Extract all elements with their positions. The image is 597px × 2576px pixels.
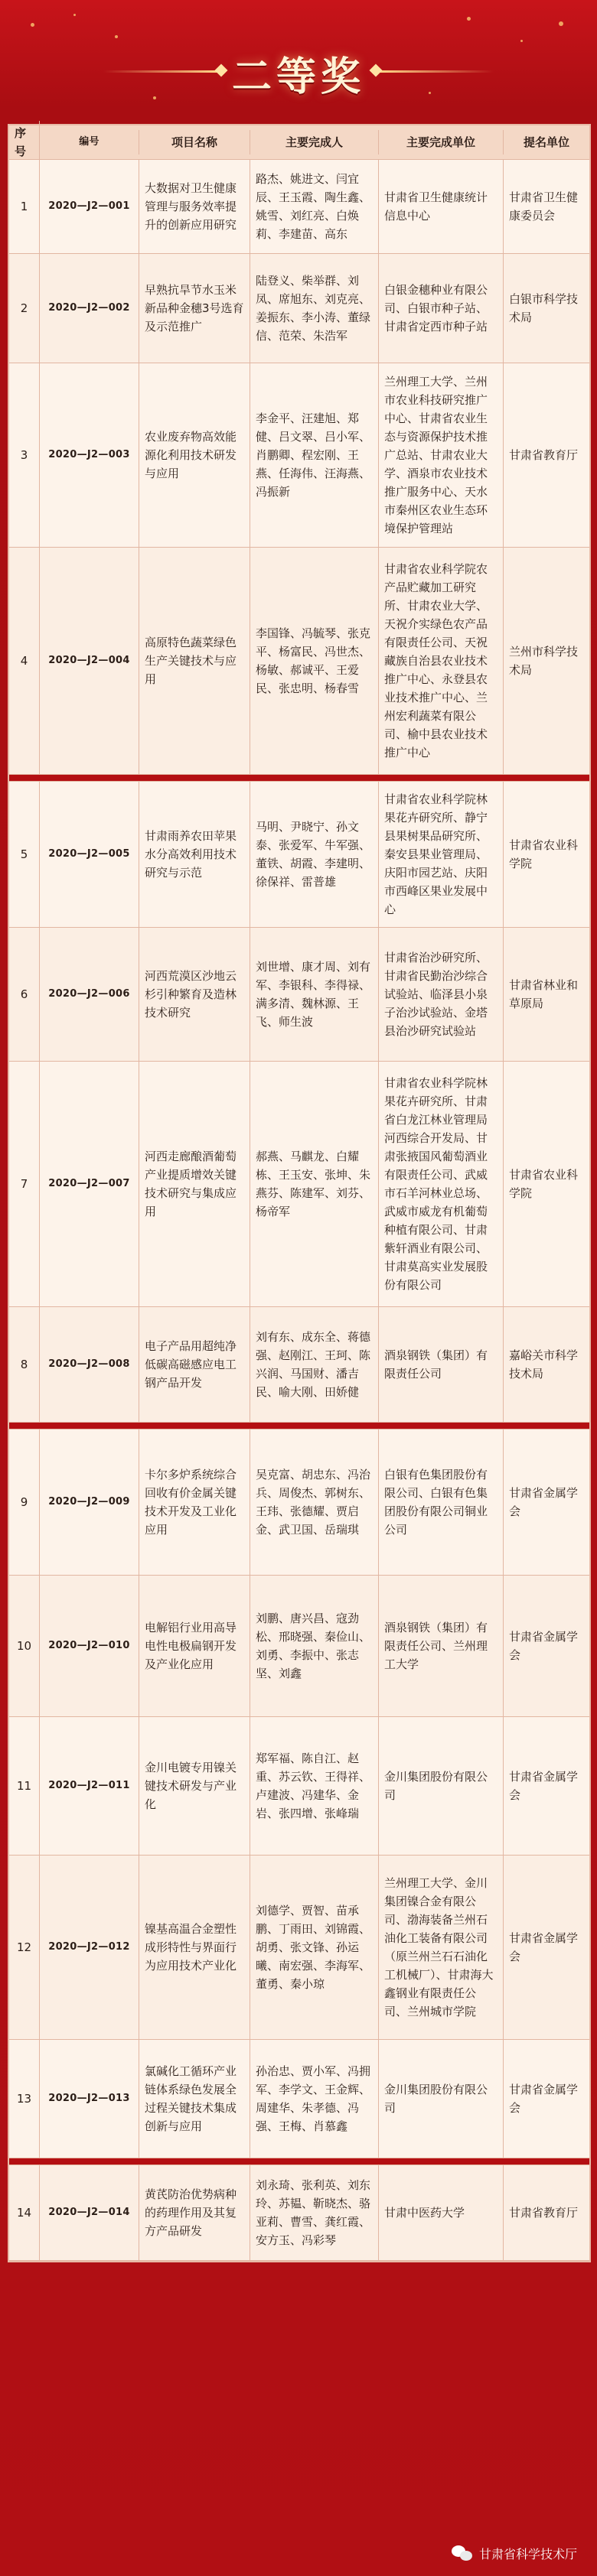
row-nominator: 甘肃省农业科学院 [509, 838, 579, 870]
row-seq: 5 [9, 782, 40, 927]
row-nominator: 兰州市科学技术局 [509, 645, 579, 677]
row-number: 2020—J2—010 [40, 1576, 139, 1716]
row-unit: 白银金穗种业有限公司、白银市种子站、甘肃省定西市种子站 [379, 254, 504, 363]
row-nominator: 甘肃省卫生健康委员会 [509, 190, 579, 223]
header-people: 主要完成人 [250, 130, 379, 154]
row-people: 刘有东、成东全、蒋德强、赵刚江、王珂、陈兴润、马国财、潘吉民、喻大刚、田娇健 [250, 1307, 379, 1422]
header-seq: 序号 [9, 121, 40, 164]
row-people: 刘德学、贾智、苗承鹏、丁雨田、刘锦霞、胡勇、张文锋、孙运曦、南宏强、李海军、董勇、秦小琼 [250, 1856, 379, 2039]
row-unit: 金川集团股份有限公司 [379, 1717, 504, 1855]
header-unit: 主要完成单位 [379, 130, 504, 154]
row-project: 氯碱化工循环产业链体系绿色发展全过程关键技术集成创新与应用 [139, 2040, 250, 2158]
row-seq: 14 [9, 2165, 40, 2260]
row-people: 郝燕、马麒龙、白耀栋、王玉安、张坤、朱燕芬、陈建军、刘芬、杨帝军 [250, 1062, 379, 1306]
sparkle-decoration [559, 21, 563, 26]
table-row [9, 2040, 589, 2158]
row-unit: 酒泉钢铁（集团）有限责任公司 [379, 1307, 504, 1422]
award-title: 二等奖 [231, 54, 365, 100]
header-nominator: 提名单位 [523, 135, 569, 149]
row-unit: 甘肃省卫生健康统计信息中心 [379, 160, 504, 253]
row-seq: 10 [9, 1576, 40, 1716]
row-people: 陆登义、柴举群、刘凤、席旭东、刘克亮、姜振东、李小涛、董绿信、范荣、朱浩军 [250, 254, 379, 363]
row-number: 2020—J2—005 [40, 782, 139, 927]
table-header [9, 125, 589, 160]
row-nominator: 甘肃省金属学会 [509, 1486, 579, 1518]
table-row [9, 1062, 589, 1307]
row-unit: 兰州理工大学、金川集团镍合金有限公司、渤海装备兰州石油化工装备有限公司（原兰州兰石石油化工机械厂）、甘肃海大鑫钢业有限责任公司、兰州城市学院 [379, 1856, 504, 2039]
row-number: 2020—J2—004 [40, 548, 139, 774]
row-unit: 金川集团股份有限公司 [379, 2040, 504, 2158]
row-number: 2020—J2—008 [40, 1307, 139, 1422]
row-seq: 6 [9, 928, 40, 1061]
row-unit: 甘肃中医药大学 [379, 2165, 504, 2260]
row-nominator: 甘肃省教育厅 [509, 448, 579, 462]
row-people: 刘世增、康才周、刘有军、李银科、李得禄、满多清、魏林源、王飞、师生波 [250, 928, 379, 1061]
row-number: 2020—J2—007 [40, 1062, 139, 1306]
row-people: 郑军福、陈自江、赵重、苏云钦、王得祥、卢建波、冯建华、金岩、张四增、张峰瑞 [250, 1717, 379, 1855]
row-project: 卡尔多炉系统综合回收有价金属关键技术开发及工业化应用 [139, 1429, 250, 1575]
row-people: 马明、尹晓宁、孙文泰、张爱军、牛军强、董铁、胡霞、李建明、徐保祥、雷普雄 [250, 782, 379, 927]
row-project: 电子产品用超纯净低碳高磁感应电工钢产品开发 [139, 1307, 250, 1422]
sparkle-decoration [73, 14, 76, 16]
row-project: 大数据对卫生健康管理与服务效率提升的创新应用研究 [139, 160, 250, 253]
row-unit: 白银有色集团股份有限公司、白银有色集团股份有限公司铜业公司 [379, 1429, 504, 1575]
row-seq: 3 [9, 363, 40, 547]
row-seq: 12 [9, 1856, 40, 2039]
table-row [9, 254, 589, 363]
row-people: 路杰、姚进文、闫宜辰、王玉霞、陶生鑫、姚雪、刘红亮、白焕莉、李建苗、高东 [250, 160, 379, 253]
row-seq: 8 [9, 1307, 40, 1422]
header-number: 编号 [40, 130, 139, 154]
row-group-divider [9, 1423, 589, 1429]
wechat-icon [452, 2545, 473, 2562]
row-project: 农业废弃物高效能源化利用技术研发与应用 [139, 363, 250, 547]
row-number: 2020—J2—002 [40, 254, 139, 363]
sparkle-decoration [520, 40, 523, 42]
row-seq: 11 [9, 1717, 40, 1855]
row-project: 河西走廊酿酒葡萄产业提质增效关键技术研究与集成应用 [139, 1062, 250, 1306]
row-project: 电解铝行业用高导电性电极扁钢开发及产业化应用 [139, 1576, 250, 1716]
row-nominator: 甘肃省教育厅 [509, 2206, 579, 2220]
row-unit: 酒泉钢铁（集团）有限责任公司、兰州理工大学 [379, 1576, 504, 1716]
row-number: 2020—J2—014 [40, 2165, 139, 2260]
table-row [9, 782, 589, 928]
row-nominator: 甘肃省金属学会 [509, 1770, 579, 1802]
row-nominator: 甘肃省金属学会 [509, 2083, 579, 2115]
row-nominator: 白银市科学技术局 [509, 292, 579, 324]
row-seq: 4 [9, 548, 40, 774]
table-row [9, 548, 589, 775]
row-group-divider [9, 2158, 589, 2165]
table-row [9, 1576, 589, 1717]
row-people: 孙治忠、贾小军、冯拥军、李学文、王金辉、周建华、朱孝德、冯强、王梅、肖慕鑫 [250, 2040, 379, 2158]
row-project: 甘肃雨养农田苹果水分高效利用技术研究与示范 [139, 782, 250, 927]
row-number: 2020—J2—011 [40, 1717, 139, 1855]
row-project: 镍基高温合金塑性成形特性与界面行为应用技术产业化 [139, 1856, 250, 2039]
row-unit: 甘肃省治沙研究所、甘肃省民勤治沙综合试验站、临泽县小泉子治沙试验站、金塔县治沙研究试验站 [379, 928, 504, 1061]
row-group-divider [9, 775, 589, 782]
row-number: 2020—J2—003 [40, 363, 139, 547]
row-number: 2020—J2—001 [40, 160, 139, 253]
row-number: 2020—J2—006 [40, 928, 139, 1061]
row-nominator: 甘肃省金属学会 [509, 1931, 579, 1963]
row-seq: 7 [9, 1062, 40, 1306]
row-unit: 兰州理工大学、兰州市农业科技研究推广中心、甘肃省农业生态与资源保护技术推广总站、甘肃农业大学、酒泉市农业技术推广服务中心、天水市秦州区农业生态环境保护管理站 [379, 363, 504, 547]
row-number: 2020—J2—012 [40, 1856, 139, 2039]
watermark-text: 甘肃省科学技术厅 [478, 2547, 577, 2561]
table-row [9, 1307, 589, 1423]
row-seq: 13 [9, 2040, 40, 2158]
row-unit: 甘肃省农业科学院农产品贮藏加工研究所、甘肃农业大学、天祝介实绿色农产品有限责任公司、天祝藏族自治县农业技术推广中心、永登县农业技术推广中心、兰州宏利蔬菜有限公司、榆中县农业技术推广中心 [379, 548, 504, 774]
row-people: 李金平、汪建旭、郑健、吕文翠、吕小军、肖鹏卿、程宏刚、王燕、任海伟、汪海燕、冯振新 [250, 363, 379, 547]
row-unit: 甘肃省农业科学院林果花卉研究所、甘肃省白龙江林业管理局河西综合开发局、甘肃张掖国风葡萄酒业有限责任公司、武威市石羊河林业总场、武威市威龙有机葡萄种植有限公司、甘肃紫轩酒业有限公司、甘肃莫高实业发展股份有限公司 [379, 1062, 504, 1306]
table-row [9, 1856, 589, 2040]
row-people: 刘永琦、张利英、刘东玲、苏韫、靳晓杰、骆亚莉、曹雪、龚红霞、安方玉、冯彩琴 [250, 2165, 379, 2260]
row-project: 河西荒漠区沙地云杉引种繁育及造林技术研究 [139, 928, 250, 1061]
table-row [9, 2165, 589, 2261]
row-nominator: 嘉峪关市科学技术局 [509, 1348, 579, 1381]
row-nominator: 甘肃省林业和草原局 [509, 978, 579, 1010]
table-row [9, 928, 589, 1062]
table-row [9, 1717, 589, 1856]
award-table [8, 124, 591, 2262]
row-project: 早熟抗旱节水玉米新品种金穗3号选育及示范推广 [139, 254, 250, 363]
watermark [452, 2545, 577, 2562]
row-nominator: 甘肃省农业科学院 [509, 1168, 579, 1200]
row-project: 黄芪防治优势病种的药理作用及其复方产品研发 [139, 2165, 250, 2260]
row-seq: 9 [9, 1429, 40, 1575]
row-people: 吴克富、胡忠东、冯治兵、周俊杰、郭树东、王玮、张德耀、贾启金、武卫国、岳瑞琪 [250, 1429, 379, 1575]
table-row [9, 363, 589, 548]
row-nominator: 甘肃省金属学会 [509, 1630, 579, 1662]
row-project: 金川电镀专用镍关键技术研发与产业化 [139, 1717, 250, 1855]
table-row [9, 1429, 589, 1576]
sparkle-decoration [467, 17, 471, 21]
row-unit: 甘肃省农业科学院林果花卉研究所、静宁县果树果品研究所、秦安县果业管理局、庆阳市园艺站、庆阳市西峰区果业发展中心 [379, 782, 504, 927]
row-people: 刘鹏、唐兴昌、寇劲松、邢晓强、秦俭山、刘勇、李振中、张志坚、刘鑫 [250, 1576, 379, 1716]
row-seq: 1 [9, 160, 40, 253]
row-people: 李国锋、冯毓琴、张克平、杨富民、冯世杰、杨敏、郝诚平、王爱民、张忠明、杨春雪 [250, 548, 379, 774]
row-number: 2020—J2—009 [40, 1429, 139, 1575]
row-seq: 2 [9, 254, 40, 363]
row-project: 高原特色蔬菜绿色生产关键技术与应用 [139, 548, 250, 774]
table-body [9, 160, 589, 2261]
sparkle-decoration [115, 35, 118, 38]
header-project: 项目名称 [139, 130, 250, 154]
row-number: 2020—J2—013 [40, 2040, 139, 2158]
table-row [9, 160, 589, 254]
sparkle-decoration [31, 23, 34, 27]
award-banner [0, 0, 597, 122]
